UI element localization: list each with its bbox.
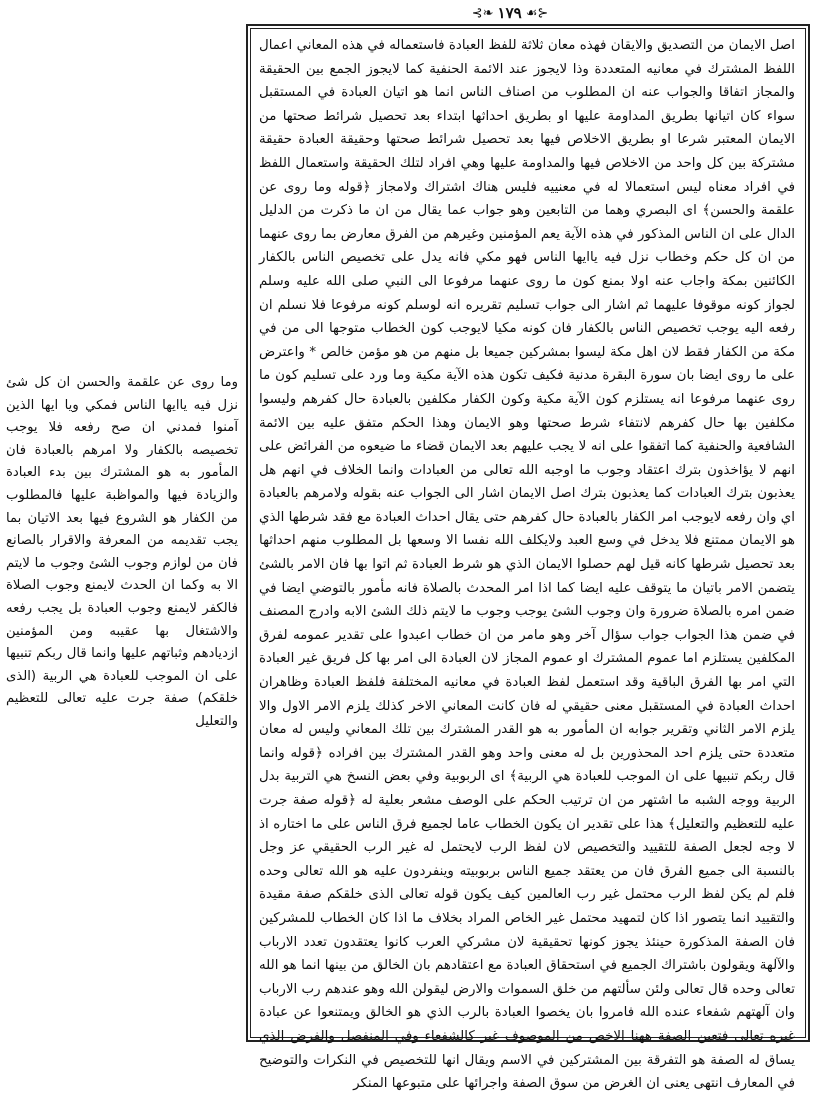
matn-margin-column bbox=[6, 372, 238, 832]
page-number: ١٧٩ bbox=[497, 3, 522, 22]
ornament-left-icon: ⊰❧ bbox=[471, 5, 494, 21]
commentary-frame-inner bbox=[250, 28, 806, 1092]
ornament-right-icon: ☙⊱ bbox=[525, 5, 549, 21]
commentary-text: اصل الايمان من التصديق والايقان فهذه معان ثلاثة للفظ العبادة فاستعماله في هذه المعاني اعمال اللفظ المشترك في معانيه المتعددة وذا لايجوز عند الائمة الحنفية كما لايجوز الجمع بين الحقيقة والمجاز اتفاقا والجواب عنه ان المطلوب من اصناف الناس انما هو اتيان العبادة في المستقبل سواء كان اتيانها بطريق المداومة عليها او بطريق احداثها ابتداء بعد تحصيل شرائط صحتها من الايمان المعتبر شرعا او بطريق الاخلاص فيها بعد تحصيل شرائط صحتها وحقيقة العبادة حقيقة مشتركة بين كل واحد من الاخلاص فيها والمداومة عليها وهي افراد لتلك الحقيقة واستعمال اللفظ في افراد معناه ليس استعمالا له في معنييه فليس هناك اشتراك ولامجاز ﴿قوله وما روى عن علقمة والحسن﴾ اى البصري وهما من التابعين وهو جواب عما يقال من ان ما ذكرت من الدليل الدال على ان الناس المذكور في هذه الآية يعم المؤمنين وغيرهم من الفرق معارض بما روى عنهما من ان كل حكم وخطاب نزل فيه ياايها الناس فهو مكي فانه يدل على تخصيص الناس بالكفار الكائنين بمكة واجاب عنه اولا بمنع كون ما روى عنهما مرفوعا الى النبي صلى الله عليه وسلم لجواز كونه موقوفا عليهما ثم اشار الى جواب تسليم تقريره انه لوسلم كونه مرفوعا فلا نسلم ان رفعه اليه يوجب تخصيص الناس بالكفار فان كونه مكيا لايوجب كون الخطاب متوجها الى من في مكة من الكفار فقط لان اهل مكة ليسوا بمشركين جميعا بل منهم من هو مؤمن خالص * واعترض على ما روى ايضا بان سورة البقرة مدنية فكيف تكون هذه الآية مكية وما ورد على تسليم كون ما روى عنهما مرفوعا انه يستلزم كون الآية مكية وكون الكفار مكلفين بالعبادة حال كفرهم وليسوا مكلفين بها حال كفرهم لانتفاء شرط صحتها وهو الايمان وهذا الحكم متفق عليه بين الائمة الشافعية والحنفية كما اتفقوا على انه لا يجب عليهم بعد الايمان قضاء ما ضيعوه من الفرائض على انهم لا يؤاخذون بترك اعتقاد وجوب ما اوجبه الله تعالى من العبادات وانما الخلاف في انهم هل يعذبون بترك العبادات كما يعذبون بترك اصل الايمان اشار الى الجواب عنه بقوله ولامرهم بالعبادة اي وان رفعه لايوجب امر الكفار بالعبادة حال كفرهم حتى يقال احداث العبادة مع فقد شرطها الذي هو الايمان ممتنع فلا يدخل في وسع العبد ولايكلف الله نفسا الا وسعها بل المطلوب منهم احداثها بعد تحصيل شرطها كانه قيل لهم حصلوا الايمان الذي هو شرط العبادة ثم اتوا بها فان الامر بالشئ يتضمن الامر باتيان ما يتوقف عليه ايضا كما اذا امر المحدث بالصلاة فانه مأمور بالتوضي ايضا في ضمن امره بالصلاة ضرورة وان وجوب الشئ يوجب وجوب ما لايتم ذلك الشئ الابه وادرج المصنف في ضمن هذا الجواب جواب سؤال آخر وهو مامر من ان خطاب اعبدوا على تقدير عمومه لفرق المكلفين يستلزم اما عموم المشترك او عموم المجاز لان العبادة الى امر بها كل فريق غير العبادة التي امر بها الفرق الباقية وقد استعمل لفظ العبادة في معانيه المختلفة فلفظ العبادة وظاهران احداث العبادة في المستقبل معنى حقيقي له فان كانت المعاني الاخر كذلك يلزم الامر الاول والا يلزم الامر الثاني وتقرير جوابه ان المأمور به هو القدر المشترك بين تلك المعاني وليس له معان متعددة حتى يلزم احد المحذورين بل له معنى واحد وهو القدر المشترك بين افراده ﴿قوله وانما قال ربكم تنبيها على ان الموجب للعبادة هي الربية﴾ اى الربوبية وفي بعض النسخ هي التربية بدل الربية ووجه الشبه ما اشتهر من ان ترتيب الحكم على الوصف مشعر بعلية له ﴿قوله صفة جرت عليه للتعظيم والتعليل﴾ هذا على تقدير ان يكون الخطاب عاما لجميع فرق الناس على ما اختاره اذ لا وجه لجعل الصفة للتقييد والتخصيص لان لفظ الرب لايحتمل له غير الرب الحقيقي عز وجل بالنسبة الى جميع الفرق فان من يعتقد جميع الناس بربوبيته وينفردون عليه هو الله تعالى وحده فلم لم يكن لفظ الرب محتمل غير رب العالمين كيف يكون قوله تعالى الذى خلقكم صفة مقيدة والتقييد انما يتصور اذا كان لتمهيد محتمل غير الخاص المراد بخلاف ما اذا كان الخطاب للمشركين فان الصفة المذكورة حينئذ يجوز كونها تحقيقية لان مشركي العرب كانوا يعتقدون تعدد الارباب والآلهة ويقولون باشتراك الجميع في استحقاق العبادة مع اعتقادهم بان الخالق من بينها انما هو الله تعالى وحده قال تعالى ولئن سألتهم من خلق السموات والارض ليقولن الله وهو عندهم رب الارباب وان آلهتهم شفعاء عنده الله فامروا بان يخصوا العبادة بالرب الذي هو الخالق ويمتنعوا عن عبادة غيره تعالى فتعين الصفة ههنا الاخص من الموصوف غير كالشفعاء وفي المنفصل والفرض الذي يساق له الصفة هو التفرقة بين المشتركين في الاسم ويقال انها للتخصيص في النكرات والتوضيح في المعارف انتهى يعنى ان الغرض من سوق الصفة واجرائها على متبوعها المنكر bbox=[259, 38, 795, 1092]
commentary-frame bbox=[246, 24, 810, 1092]
matn-text: وما روى عن علقمة والحسن ان كل شئ نزل فيه ياايها الناس فمكي ويا ايها الذين آمنوا فمدني ان صح رفعه فلا يوجب تخصيصه بالكفار ولا امرهم بالعبادة فان المأمور به هو المشترك بين بدء العبادة والزيادة فيها والمواظبة عليها فالمطلوب من الكفار هو الشروع فيها بعد الاتيان بما يجب تقديمه من المعرفة والاقرار بالصانع فان من لوازم وجوب الشئ وجوب ما لايتم الا به وكما ان الحدث لايمنع وجوب الصلاة فالكفر لايمنع وجوب العبادة بل يجب رفعه والاشتغال بها عقيبه ومن المؤمنين ازديادهم وثباتهم عليها وانما قال ربكم تنبيها على ان الموجب للعبادة هي الربية (الذى خلقكم) صفة جرت عليه تعالى للتعظيم والتعليل bbox=[6, 375, 238, 729]
page-header bbox=[440, 2, 580, 24]
